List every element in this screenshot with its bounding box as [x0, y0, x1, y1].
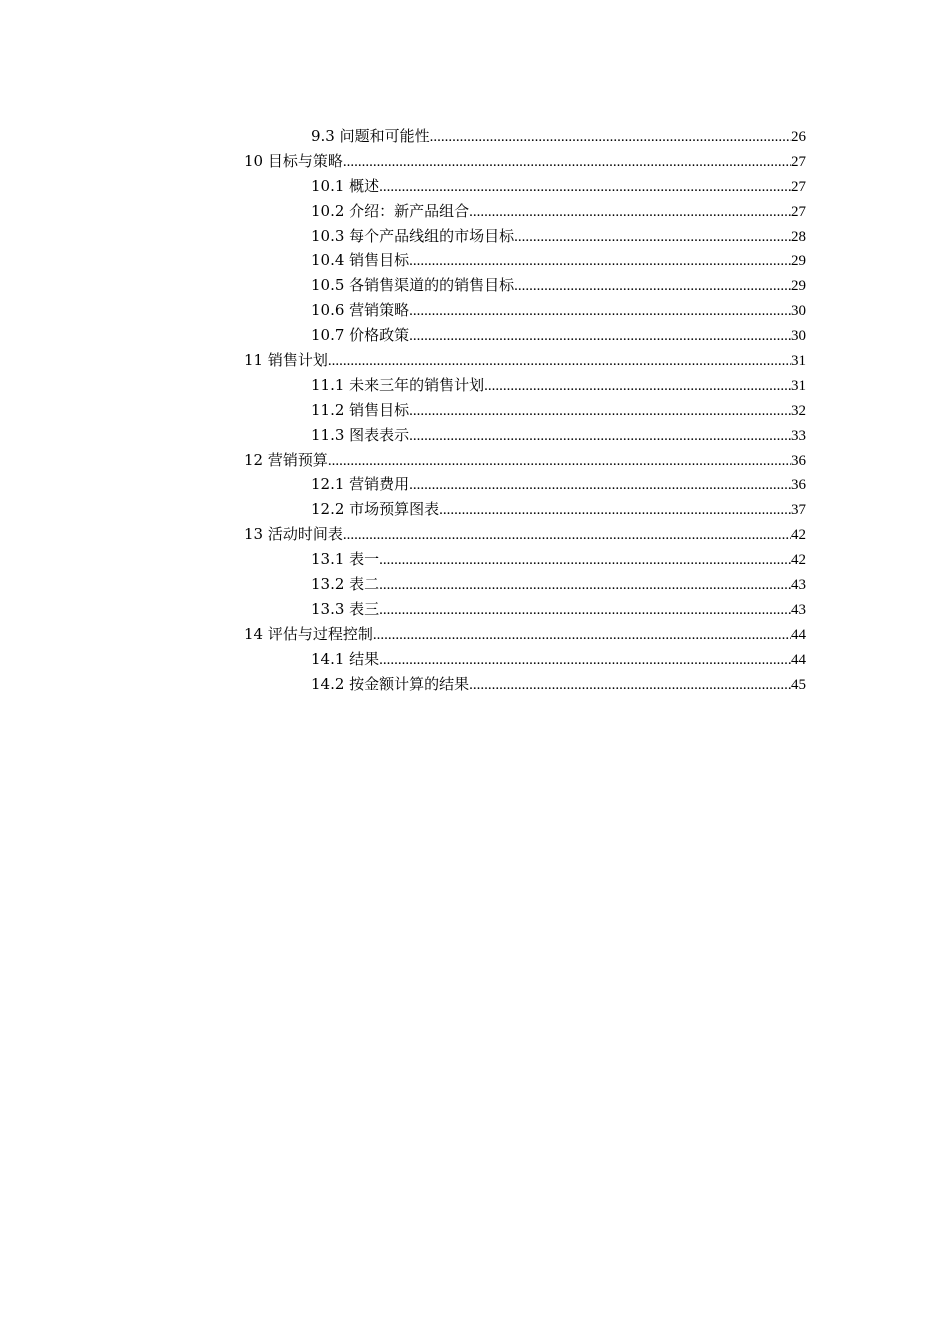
toc-entry-label: 10.3 每个产品线组的市场目标: [311, 226, 515, 245]
toc-page-number: 36: [791, 452, 806, 469]
toc-dot-leader: [409, 399, 791, 423]
toc-entry-label: 14 评估与过程控制: [244, 624, 373, 643]
toc-dot-leader: [469, 673, 791, 697]
toc-entry-label: 13.1 表一: [311, 550, 380, 569]
toc-entry[interactable]: [244, 124, 806, 149]
toc-dot-leader: [469, 200, 791, 224]
toc-dot-leader: [439, 498, 791, 522]
toc-dot-leader: [379, 573, 791, 597]
toc-entry[interactable]: [244, 622, 806, 647]
table-of-contents: [244, 124, 806, 696]
toc-page-number: 27: [791, 203, 806, 220]
toc-entry[interactable]: [244, 472, 806, 497]
toc-entry-label: 13.2 表二: [311, 575, 380, 594]
toc-entry-label: 12.2 市场预算图表: [311, 500, 440, 519]
toc-entry-label: 12 营销预算: [244, 450, 328, 469]
toc-page-number: 44: [791, 651, 806, 668]
toc-page-number: 37: [791, 502, 806, 519]
toc-page-number: 32: [791, 402, 806, 419]
toc-page-number: 42: [791, 527, 806, 544]
toc-entry[interactable]: [244, 547, 806, 572]
toc-entry[interactable]: [244, 248, 806, 273]
toc-page-number: 33: [791, 427, 806, 444]
toc-entry-label: 14.2 按金额计算的结果: [311, 674, 470, 693]
toc-entry[interactable]: [244, 398, 806, 423]
toc-entry[interactable]: [244, 497, 806, 522]
toc-entry[interactable]: [244, 423, 806, 448]
toc-entry-label: 12.1 营销费用: [311, 475, 410, 494]
toc-entry-label: 10.2 介绍：新产品组合: [311, 201, 470, 220]
toc-entry[interactable]: [244, 348, 806, 373]
toc-entry-label: 10.6 营销策略: [311, 301, 410, 320]
toc-entry[interactable]: [244, 149, 806, 174]
toc-dot-leader: [343, 150, 791, 174]
toc-entry[interactable]: [244, 522, 806, 547]
toc-dot-leader: [409, 324, 791, 348]
toc-dot-leader: [379, 548, 791, 572]
toc-page-number: 30: [791, 303, 806, 320]
toc-dot-leader: [514, 274, 791, 298]
toc-dot-leader: [484, 374, 791, 398]
toc-entry-label: 13.3 表三: [311, 599, 380, 618]
toc-dot-leader: [409, 299, 791, 323]
toc-dot-leader: [514, 225, 791, 249]
toc-entry-label: 10.1 概述: [311, 176, 380, 195]
toc-page-number: 29: [791, 253, 806, 270]
toc-page-number: 43: [791, 601, 806, 618]
toc-entry[interactable]: [244, 224, 806, 249]
toc-dot-leader: [328, 349, 791, 373]
toc-page-number: 28: [791, 228, 806, 245]
toc-dot-leader: [409, 473, 791, 497]
toc-entry-label: 11.3 图表表示: [311, 425, 410, 444]
toc-entry[interactable]: [244, 298, 806, 323]
toc-page-number: 26: [791, 129, 806, 145]
toc-page-number: 44: [791, 626, 806, 643]
toc-page-number: 27: [791, 178, 806, 195]
toc-page-number: 36: [791, 477, 806, 494]
toc-page-number: 42: [791, 552, 806, 569]
toc-page-number: 43: [791, 577, 806, 594]
toc-entry-label: 10.7 价格政策: [311, 326, 410, 345]
toc-entry[interactable]: [244, 647, 806, 672]
toc-entry-label: 11.1 未来三年的销售计划: [311, 375, 485, 394]
toc-dot-leader: [343, 523, 791, 547]
toc-page-number: 29: [791, 278, 806, 295]
toc-entry[interactable]: [244, 199, 806, 224]
toc-entry[interactable]: [244, 174, 806, 199]
toc-entry-label: 9.3 问题和可能性: [311, 127, 430, 145]
toc-dot-leader: [379, 175, 791, 199]
toc-page-number: 30: [791, 328, 806, 345]
toc-entry[interactable]: [244, 672, 806, 697]
toc-entry-label: 10.4 销售目标: [311, 251, 410, 270]
toc-page-number: 31: [791, 377, 806, 394]
toc-page-number: 31: [791, 353, 806, 370]
toc-entry[interactable]: [244, 273, 806, 298]
toc-dot-leader: [379, 648, 791, 672]
toc-entry-label: 10 目标与策略: [244, 151, 343, 170]
toc-entry[interactable]: [244, 572, 806, 597]
toc-entry[interactable]: [244, 373, 806, 398]
toc-dot-leader: [373, 623, 791, 647]
toc-entry-label: 11.2 销售目标: [311, 400, 410, 419]
toc-dot-leader: [430, 125, 791, 149]
toc-page-number: 27: [791, 153, 806, 170]
toc-entry-label: 13 活动时间表: [244, 525, 343, 544]
toc-entry-label: 11 销售计划: [244, 351, 328, 370]
toc-dot-leader: [409, 424, 791, 448]
toc-entry[interactable]: [244, 323, 806, 348]
toc-dot-leader: [379, 598, 791, 622]
toc-entry[interactable]: [244, 448, 806, 473]
toc-entry-label: 14.1 结果: [311, 649, 380, 668]
toc-entry[interactable]: [244, 597, 806, 622]
toc-page-number: 45: [791, 676, 806, 693]
toc-dot-leader: [409, 249, 791, 273]
toc-entry-label: 10.5 各销售渠道的的销售目标: [311, 276, 515, 295]
toc-dot-leader: [328, 449, 791, 473]
